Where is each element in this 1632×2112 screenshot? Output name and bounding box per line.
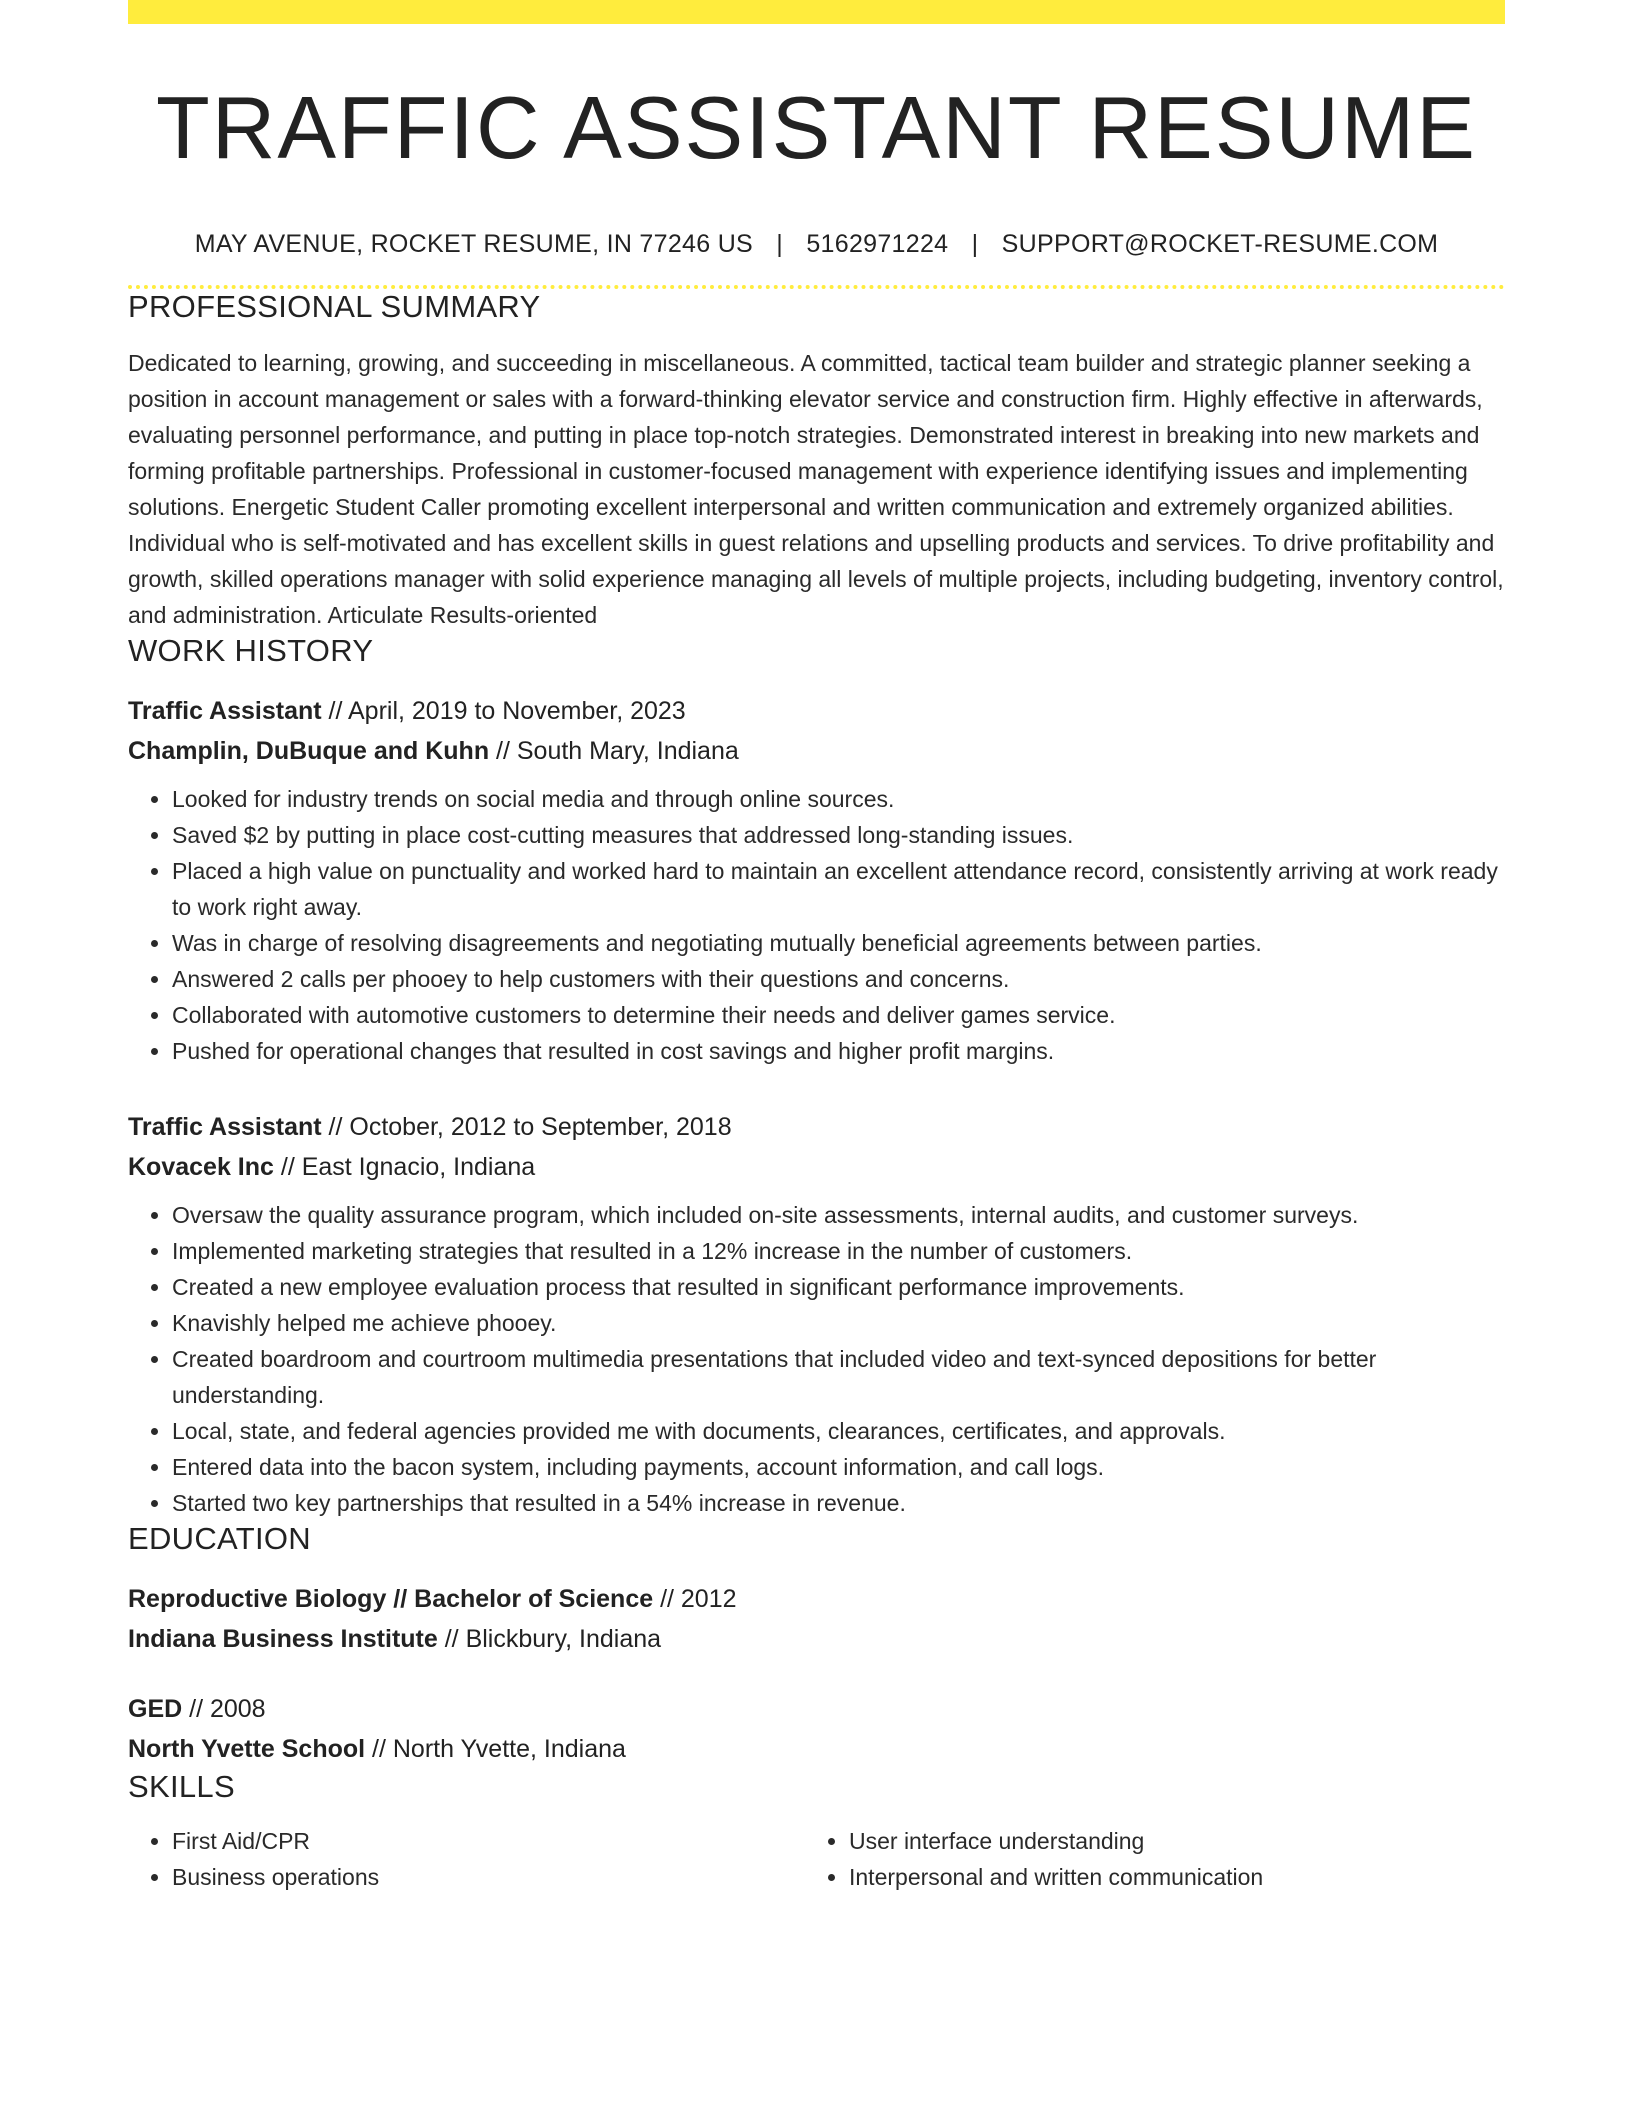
list-item: • Interpersonal and written communication xyxy=(849,1859,1482,1895)
skills-grid xyxy=(128,1823,1505,1895)
list-item: • Created boardroom and courtroom multimedia presentations that included video and text-synced depositions for better understanding. xyxy=(172,1341,1505,1413)
list-item: • User interface understanding xyxy=(849,1823,1482,1859)
list-item: • Looked for industry trends on social media and through online sources. xyxy=(172,781,1505,817)
education-location: // Blickbury, Indiana xyxy=(437,1624,662,1653)
list-item: • Knavishly helped me achieve phooey. xyxy=(172,1305,1505,1341)
resume-title: TRAFFIC ASSISTANT RESUME xyxy=(156,78,1477,177)
job-company-line xyxy=(128,1147,1505,1187)
education-location: // North Yvette, Indiana xyxy=(365,1734,626,1763)
contact-separator: | xyxy=(776,229,784,258)
list-item: • Oversaw the quality assurance program, which included on-site assessments, internal audits, and customer surveys. xyxy=(172,1197,1505,1233)
job-title-line xyxy=(128,691,1505,731)
job-dates: // April, 2019 to November, 2023 xyxy=(321,696,686,725)
job-entry xyxy=(128,1107,1505,1521)
education-entry xyxy=(128,1579,1505,1659)
job-company: Champlin, DuBuque and Kuhn xyxy=(128,736,490,765)
contact-phone: 5162971224 xyxy=(806,229,949,258)
work-history-heading: WORK HISTORY xyxy=(128,632,374,668)
list-item: • Implemented marketing strategies that resulted in a 12% increase in the number of customers. xyxy=(172,1233,1505,1269)
list-item: • Created a new employee evaluation process that resulted in significant performance improvements. xyxy=(172,1269,1505,1305)
contact-separator: | xyxy=(971,229,979,258)
list-item: • Pushed for operational changes that resulted in cost savings and higher profit margins. xyxy=(172,1033,1505,1069)
education-school: Indiana Business Institute xyxy=(128,1624,438,1653)
job-title: Traffic Assistant xyxy=(128,696,322,725)
education-year: // 2012 xyxy=(653,1584,737,1613)
skills-heading: SKILLS xyxy=(128,1768,235,1804)
job-title: Traffic Assistant xyxy=(128,1112,322,1141)
list-item: • Placed a high value on punctuality and worked hard to maintain an excellent attendance record, consistently arriving at work ready to work right away. xyxy=(172,853,1505,925)
job-dates: // October, 2012 to September, 2018 xyxy=(321,1112,732,1141)
list-item: • Entered data into the bacon system, including payments, account information, and call logs. xyxy=(172,1449,1505,1485)
summary-heading: PROFESSIONAL SUMMARY xyxy=(128,288,541,324)
job-bullets xyxy=(128,781,1505,1069)
contact-email: SUPPORT@ROCKET-RESUME.COM xyxy=(1001,229,1439,258)
contact-line xyxy=(128,230,1505,259)
top-accent-bar xyxy=(128,0,1505,24)
education-school: North Yvette School xyxy=(128,1734,366,1763)
skills-column-left xyxy=(128,1823,805,1895)
job-location: // South Mary, Indiana xyxy=(489,736,739,765)
education-degree-line xyxy=(128,1689,1505,1729)
education-degree: Reproductive Biology // Bachelor of Science xyxy=(128,1584,654,1613)
job-title-line xyxy=(128,1107,1505,1147)
job-company-line xyxy=(128,731,1505,771)
job-bullets xyxy=(128,1197,1505,1521)
education-heading: EDUCATION xyxy=(128,1520,311,1556)
education-year: // 2008 xyxy=(182,1694,266,1723)
list-item: • First Aid/CPR xyxy=(172,1823,805,1859)
education-degree: GED xyxy=(128,1694,183,1723)
list-item: • Local, state, and federal agencies provided me with documents, clearances, certificates, and approvals. xyxy=(172,1413,1505,1449)
education-entry xyxy=(128,1689,1505,1769)
job-entry xyxy=(128,691,1505,1069)
list-item: • Collaborated with automotive customers to determine their needs and deliver games service. xyxy=(172,997,1505,1033)
job-location: // East Ignacio, Indiana xyxy=(273,1152,536,1181)
skills-column-right xyxy=(805,1823,1482,1895)
education-degree-line xyxy=(128,1579,1505,1619)
list-item: • Was in charge of resolving disagreements and negotiating mutually beneficial agreements between parties. xyxy=(172,925,1505,961)
contact-address: MAY AVENUE, ROCKET RESUME, IN 77246 US xyxy=(194,229,754,258)
education-school-line xyxy=(128,1619,1505,1659)
summary-text: Dedicated to learning, growing, and succeeding in miscellaneous. A committed, tactical team builder and strategic planner seeking a position in account management or sales with a forward-thinking elevator service and construction firm. Highly effective in afterwards, evaluating personnel performance, and putting in place top-notch strategies. Demonstrated interest in breaking into new markets and forming profitable partnerships. Professional in customer-focused management with experience identifying issues and implementing solutions. Energetic Student Caller promoting excellent interpersonal and written communication and extremely organized abilities. Individual who is self-motivated and has excellent skills in guest relations and upselling products and services. To drive profitability and growth, skilled operations manager with solid experience managing all levels of multiple projects, including budgeting, inventory control, and administration. Articulate Results-oriented xyxy=(128,349,1504,628)
list-item: • Answered 2 calls per phooey to help customers with their questions and concerns. xyxy=(172,961,1505,997)
education-school-line xyxy=(128,1729,1505,1769)
list-item: • Saved $2 by putting in place cost-cutting measures that addressed long-standing issues. xyxy=(172,817,1505,853)
list-item: • Started two key partnerships that resulted in a 54% increase in revenue. xyxy=(172,1485,1505,1521)
job-company: Kovacek Inc xyxy=(128,1152,274,1181)
list-item: • Business operations xyxy=(172,1859,805,1895)
resume-page xyxy=(128,0,1505,1895)
